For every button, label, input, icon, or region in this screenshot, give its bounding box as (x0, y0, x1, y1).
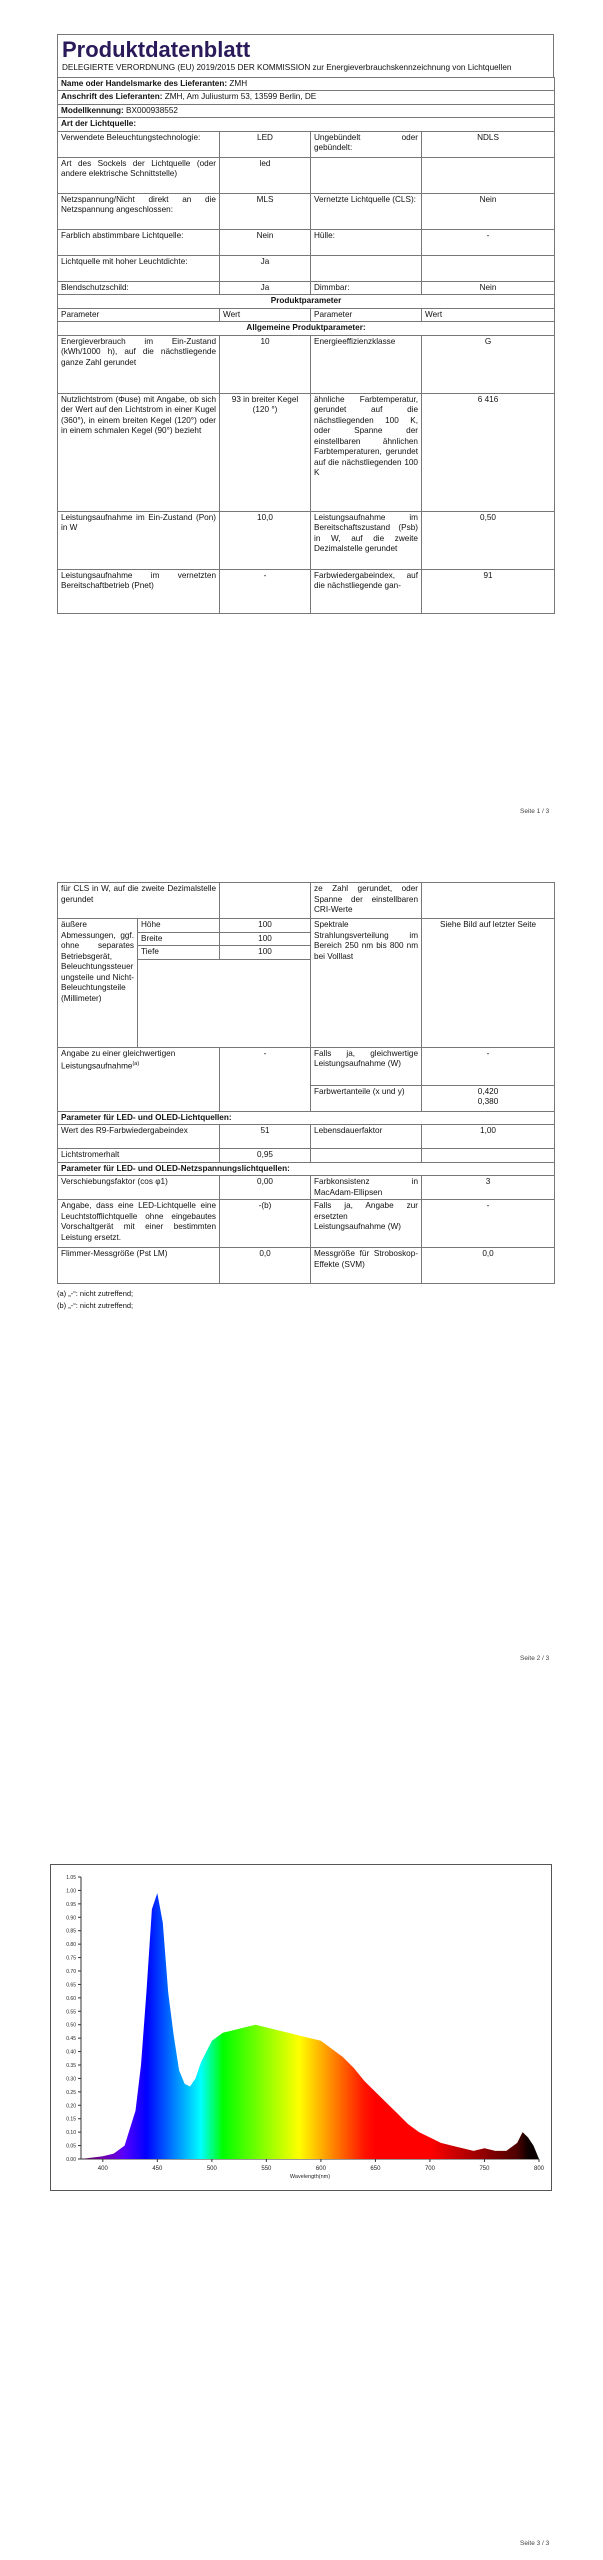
cell-label: Blendschutzschild: (58, 281, 220, 295)
macadam-label: Farbkonsistenz in MacAdam-Ellipsen (311, 1176, 422, 1200)
cell-value: Nein (422, 281, 555, 295)
cell-value: G (422, 335, 555, 393)
page-2 (0, 880, 603, 1680)
y-tick-label: 0.45 (66, 2036, 76, 2043)
cell-label: Netzspannung/Nicht direkt an die Netzspannung angeschlossen: (58, 193, 220, 229)
table-row (58, 393, 555, 511)
cell-value: LED (220, 131, 311, 157)
flicker-value: 0,0 (220, 1248, 311, 1284)
general-params-heading: Allgemeine Produktparameter: (58, 322, 555, 336)
x-tick-label: 650 (370, 2166, 381, 2172)
chroma-y: 0,380 (477, 1097, 499, 1106)
equiv-label-cell (58, 1047, 220, 1111)
page-1 (0, 0, 603, 815)
document-subtitle: DELEGIERTE VERORDNUNG (EU) 2019/2015 DER KOMMISSION zur Energieverbrauchskennzeichnung von Lichtquellen (62, 63, 512, 72)
y-tick-label: 0.30 (66, 2076, 76, 2083)
y-tick-label: 0.95 (66, 1901, 76, 1908)
maint-value: 0,95 (220, 1149, 311, 1163)
cell-label: für CLS in W, auf die zweite Dezimalstelle gerundet (58, 883, 220, 919)
strobo-value: 0,0 (422, 1248, 555, 1284)
footnote-a: (a) „-“: nicht zutreffend; (57, 1289, 134, 1298)
light-source-type-row (58, 118, 555, 132)
y-tick-label: 0.40 (66, 2049, 76, 2056)
table-row (58, 193, 555, 229)
cell-label: Vernetzte Lichtquelle (CLS): (311, 193, 422, 229)
equiv-footnote-mark: (a) (132, 1061, 140, 1067)
y-tick-label: 0.90 (66, 1915, 76, 1922)
table-row (58, 131, 555, 157)
cell-empty (138, 959, 311, 1047)
datasheet-page-2 (57, 882, 554, 1312)
table-row (58, 883, 555, 919)
dim-value: 100 (220, 946, 311, 960)
cell-label: Energieverbrauch im Ein-Zustand (kWh/1000 h), auf die nächstliegende ganze Zahl gerundet (58, 335, 220, 393)
cell-value: - (422, 229, 555, 255)
section-row (58, 322, 555, 336)
x-tick-label: 800 (533, 2166, 545, 2172)
cell-label: Dimmbar: (311, 281, 422, 295)
cell-value: - (220, 569, 311, 613)
dim-label: Höhe (138, 919, 220, 933)
y-tick-label: 0.65 (66, 1982, 76, 1989)
flicker-label: Flimmer-Messgröße (Pst LM) (58, 1248, 220, 1284)
cell-value: Nein (422, 193, 555, 229)
life-value: 1,00 (422, 1125, 555, 1149)
x-tick-label: 500 (206, 2166, 217, 2172)
cell-label: ze Zahl gerundet, oder Spanne der einstellbaren CRI-Werte (311, 883, 422, 919)
cell-value: 10,0 (220, 511, 311, 569)
datasheet-table-2 (57, 882, 555, 1284)
cell-value: NDLS (422, 131, 555, 157)
section-row (58, 1111, 555, 1125)
datasheet-page-1 (57, 34, 554, 614)
light-source-type-label: Art der Lichtquelle: (58, 118, 555, 132)
replace-right-label: Falls ja, Angabe zur ersetzten Leistungsaufnahme (W) (311, 1200, 422, 1248)
header-parameter: Parameter (311, 308, 422, 322)
x-tick-label: 400 (97, 2166, 108, 2172)
cell-label: Farblich abstimmbare Lichtquelle: (58, 229, 220, 255)
maint-label: Lichtstromerhalt (58, 1149, 220, 1163)
y-tick-label: 0.15 (66, 2116, 76, 2123)
title-box (57, 34, 554, 77)
cell-value: 93 in breiter Kegel (120 °) (220, 393, 311, 511)
y-tick-label: 0.75 (66, 1955, 76, 1962)
table-row (58, 1200, 555, 1248)
chroma-values (422, 1085, 555, 1111)
x-axis-label: Wavelength(nm) (289, 2174, 331, 2180)
chroma-x: 0,420 (477, 1086, 499, 1096)
spectrum-chart-frame (50, 1864, 552, 2191)
cell-value: led (220, 157, 311, 193)
datasheet-table-1 (57, 77, 555, 614)
dim-label: Tiefe (138, 946, 220, 960)
replace-right-value: - (422, 1200, 555, 1248)
y-tick-label: 0.50 (66, 2022, 76, 2029)
y-tick-label: 0.55 (66, 2009, 76, 2016)
replace-value: -(b) (220, 1200, 311, 1248)
y-tick-label: 0.25 (66, 2089, 76, 2096)
cell-label: Farbwiedergabeindex, auf die nächstliegende gan- (311, 569, 422, 613)
cell-value: 10 (220, 335, 311, 393)
cell-label: ähnliche Farbtemperatur, gerundet auf die nächstliegenden 100 K, oder Spanne der einstellbaren ähnlichen Farbtemperaturen, gerundet auf die nächstliegenden 100 K (311, 393, 422, 511)
cell-label: Leistungsaufnahme im vernetzten Bereitschaftbetrieb (Pnet) (58, 569, 220, 613)
dim-value: 100 (220, 919, 311, 933)
cell-empty (220, 883, 311, 919)
cell-label: Nutzlichtstrom (Φuse) mit Angabe, ob sich der Wert auf den Lichtstrom in einer Kugel (360°), in einem breiten Kegel (120°) oder in einem schmalen Kegel (90°) bezieht (58, 393, 220, 511)
cell-value: 0,50 (422, 511, 555, 569)
chroma-label: Farbwertanteile (x und y) (311, 1085, 422, 1111)
page-number: Seite 2 / 3 (520, 1655, 550, 1662)
table-row (58, 569, 555, 613)
header-value: Wert (220, 308, 311, 322)
led-section-heading: Parameter für LED- und OLED-Lichtquellen: (58, 1111, 555, 1125)
cell-empty (311, 255, 422, 281)
product-params-heading: Produktparameter (58, 295, 555, 309)
shift-label: Verschiebungsfaktor (cos φ1) (58, 1176, 220, 1200)
cell-value: 6 416 (422, 393, 555, 511)
cell-empty (311, 1149, 422, 1163)
r9-value: 51 (220, 1125, 311, 1149)
supplier-address: ZMH, Am Juliusturm 53, 13599 Berlin, DE (164, 92, 317, 101)
x-tick-label: 600 (315, 2166, 326, 2172)
mains-section-heading: Parameter für LED- und OLED-Netzspannungslichtquellen: (58, 1162, 555, 1176)
spectrum-area (81, 1893, 539, 2159)
table-row (58, 1248, 555, 1284)
y-tick-label: 1.00 (66, 1888, 76, 1895)
cell-value: Nein (220, 229, 311, 255)
document-title: Produktdatenblatt (62, 37, 251, 62)
section-row (58, 1162, 555, 1176)
table-row (58, 281, 555, 295)
dim-value: 100 (220, 932, 311, 946)
table-row (58, 1149, 555, 1163)
cell-label: Lichtquelle mit hoher Leuchtdichte: (58, 255, 220, 281)
table-row (58, 1176, 555, 1200)
cell-label: Art des Sockels der Lichtquelle (oder andere elektrische Schnittstelle) (58, 157, 220, 193)
header-value: Wert (422, 308, 555, 322)
table-row (58, 229, 555, 255)
table-row (58, 255, 555, 281)
cell-value: Ja (220, 281, 311, 295)
spectrum-chart (51, 1865, 551, 2190)
y-tick-label: 0.70 (66, 1969, 76, 1975)
r9-label: Wert des R9-Farbwiedergabeindex (58, 1125, 220, 1149)
cell-empty (422, 255, 555, 281)
page-number: Seite 3 / 3 (520, 2540, 550, 2547)
table-row (58, 157, 555, 193)
header-parameter: Parameter (58, 308, 220, 322)
y-tick-label: 1.05 (66, 1875, 76, 1881)
cell-label: Hülle: (311, 229, 422, 255)
cell-value: 91 (422, 569, 555, 613)
cell-value: MLS (220, 193, 311, 229)
y-tick-label: 0.35 (66, 2063, 76, 2069)
model-row (58, 104, 555, 118)
dimensions-label: äußere Abmessungen, ggf. ohne separates Betriebsgerät, Beleuchtungssteuerungsteile und Nicht-Beleuchtungsteile (Millimeter) (58, 919, 138, 1048)
header-row (58, 308, 555, 322)
supplier-address-row (58, 91, 555, 105)
y-tick-label: 0.80 (66, 1942, 76, 1949)
cell-label: Verwendete Beleuchtungstechnologie: (58, 131, 220, 157)
supplier-address-label: Anschrift des Lieferanten: (61, 92, 163, 101)
supplier-name-label: Name oder Handelsmarke des Lieferanten: (61, 78, 228, 88)
page-number: Seite 1 / 3 (520, 808, 550, 815)
footnote-b: (b) „-“: nicht zutreffend; (57, 1301, 134, 1310)
cell-empty (422, 883, 555, 919)
y-tick-label: 0.20 (66, 2103, 76, 2110)
equiv-right-value: - (422, 1047, 555, 1085)
supplier-name: ZMH (229, 78, 248, 88)
cell-label: Energieeffizienzklasse (311, 335, 422, 393)
cell-empty (311, 157, 422, 193)
y-tick-label: 0.10 (66, 2130, 76, 2137)
section-row (58, 295, 555, 309)
equiv-label: Angabe zu einer gleichwertigen Leistungsaufnahme (61, 1048, 176, 1071)
table-row (58, 335, 555, 393)
cell-label: Leistungsaufnahme im Bereitschaftszustand (Psb) in W, auf die zweite Dezimalstelle gerundet (311, 511, 422, 569)
y-tick-label: 0.60 (66, 1995, 76, 2002)
y-tick-label: 0.05 (66, 2143, 76, 2150)
supplier-name-row (58, 77, 555, 91)
x-tick-label: 700 (424, 2166, 435, 2172)
cell-empty (422, 1149, 555, 1163)
cell-label: Leistungsaufnahme im Ein-Zustand (Pon) in W (58, 511, 220, 569)
cell-label: Ungebündelt oder gebündelt: (311, 131, 422, 157)
x-tick-label: 750 (479, 2166, 490, 2172)
spectral-value: Siehe Bild auf letzter Seite (422, 919, 555, 1048)
shift-value: 0,00 (220, 1176, 311, 1200)
table-row (58, 1125, 555, 1149)
cell-value: Ja (220, 255, 311, 281)
y-tick-label: 0.85 (66, 1928, 76, 1935)
replace-label: Angabe, dass eine LED-Lichtquelle eine Leuchtstofflichtquelle ohne eingebautes Vorschaltgerät mit einer bestimmten Leistung ersetzt. (58, 1200, 220, 1248)
model-label: Modellkennung: (61, 105, 124, 115)
macadam-value: 3 (422, 1176, 555, 1200)
strobo-label: Messgröße für Stroboskop-Effekte (SVM) (311, 1248, 422, 1284)
spectral-label: Spektrale Strahlungsverteilung im Bereich 250 nm bis 800 nm bei Volllast (311, 919, 422, 1048)
cell-empty (422, 157, 555, 193)
model-id: BX000938552 (126, 105, 178, 115)
x-tick-label: 550 (261, 2166, 272, 2172)
dim-label: Breite (138, 932, 220, 946)
x-tick-label: 450 (152, 2166, 163, 2172)
y-tick-label: 0.00 (66, 2157, 76, 2163)
equiv-value: - (220, 1047, 311, 1111)
table-row (58, 511, 555, 569)
table-row (58, 1047, 555, 1085)
table-row (58, 919, 555, 933)
equiv-right-label: Falls ja, gleichwertige Leistungsaufnahme (W) (311, 1047, 422, 1085)
life-label: Lebensdauerfaktor (311, 1125, 422, 1149)
